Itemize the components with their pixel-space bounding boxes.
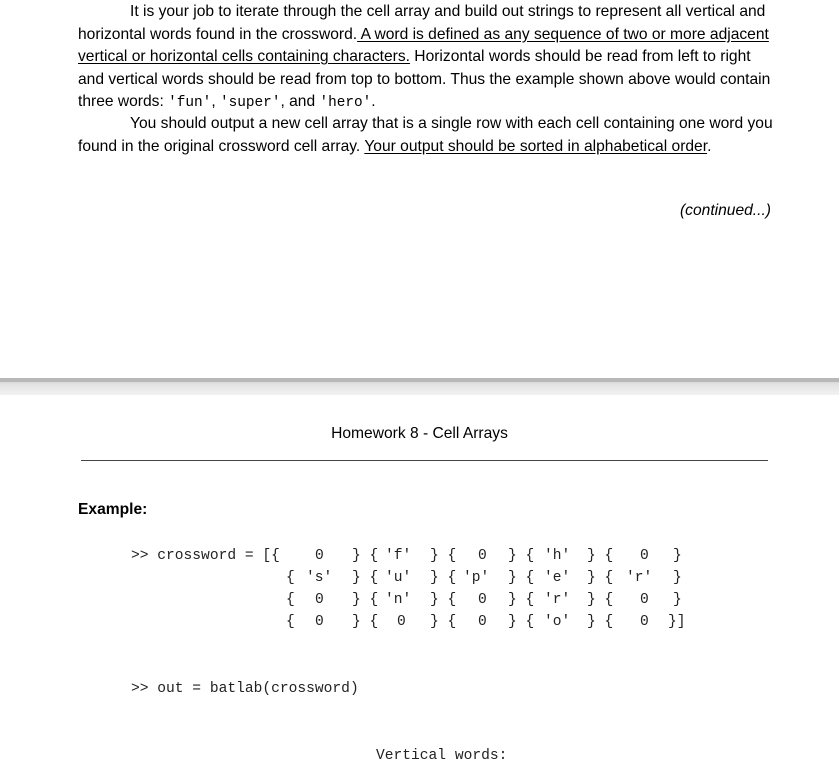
vertical-words-label: Vertical words: — [376, 748, 508, 764]
cell-brace: } { — [352, 570, 379, 586]
cell-brace: } { — [352, 592, 379, 608]
page-break-line — [0, 378, 839, 382]
cell: 'p' — [463, 570, 490, 586]
cell-brace: } { — [508, 592, 535, 608]
cell: 'f' — [385, 548, 412, 564]
paragraph-output: You should output a new cell array that is a single row with each cell containing one word you found in the original crossword cell array. Your output should be sorted in alphabetical order. — [78, 115, 773, 155]
cell: 0 — [315, 592, 324, 608]
cell-brace: } { — [352, 614, 379, 630]
cell: 0 — [478, 614, 487, 630]
cell: 0 — [478, 548, 487, 564]
continued-note: (continued...) — [679, 202, 771, 219]
page-1-bottom — [0, 0, 839, 378]
cell-brace: } { — [508, 548, 535, 564]
header-rule — [81, 460, 768, 461]
cell-brace: } { — [430, 592, 457, 608]
cell-brace: { — [286, 570, 295, 586]
paragraph-iterate: It is your job to iterate through the cell array and build out strings to represent all vertical and horizontal words found in the crossword. A word is defined as any sequence of two or more adjacent vertical or horizontal cells containing characters. Horizontal words should be read from left to right and vertical words should be read from top to bottom. Thus the example shown above would contain three words: 'fun', 'super', and 'hero'. — [78, 3, 771, 111]
cell: 'r' — [626, 570, 653, 586]
cell-brace: } { — [430, 614, 457, 630]
cell: 'n' — [385, 592, 412, 608]
cell: 0 — [640, 548, 649, 564]
cell-brace: }] — [668, 614, 686, 630]
cell: 'h' — [544, 548, 571, 564]
cell: 0 — [640, 614, 649, 630]
cell-brace: } { — [587, 548, 614, 564]
cell-brace: } { — [430, 570, 457, 586]
cell-brace: } { — [587, 570, 614, 586]
cell: 's' — [306, 570, 333, 586]
page-header-title: Homework 8 - Cell Arrays — [331, 425, 508, 442]
cell-brace: } { — [430, 548, 457, 564]
code-prompt-batlab: >> out = batlab(crossword) — [131, 681, 359, 697]
cell: 0 — [315, 548, 324, 564]
cell-brace: } — [673, 570, 682, 586]
cell-brace: } { — [352, 548, 379, 564]
example-label: Example: — [78, 501, 148, 518]
cell-brace: } { — [508, 614, 535, 630]
cell: 'o' — [544, 614, 571, 630]
cell-brace: } { — [587, 592, 614, 608]
cell: 'e' — [544, 570, 571, 586]
cell-brace: } { — [508, 570, 535, 586]
cell-brace: } { — [587, 614, 614, 630]
cell: 0 — [315, 614, 324, 630]
cell: 'u' — [385, 570, 412, 586]
code-prompt-crossword: >> crossword = [{ — [131, 548, 280, 564]
cell-brace: { — [286, 592, 295, 608]
cell-brace: } — [673, 592, 682, 608]
cell: 0 — [397, 614, 406, 630]
cell: 'r' — [544, 592, 571, 608]
cell-brace: } — [673, 548, 682, 564]
cell: 0 — [478, 592, 487, 608]
cell-brace: { — [286, 614, 295, 630]
cell: 0 — [640, 592, 649, 608]
